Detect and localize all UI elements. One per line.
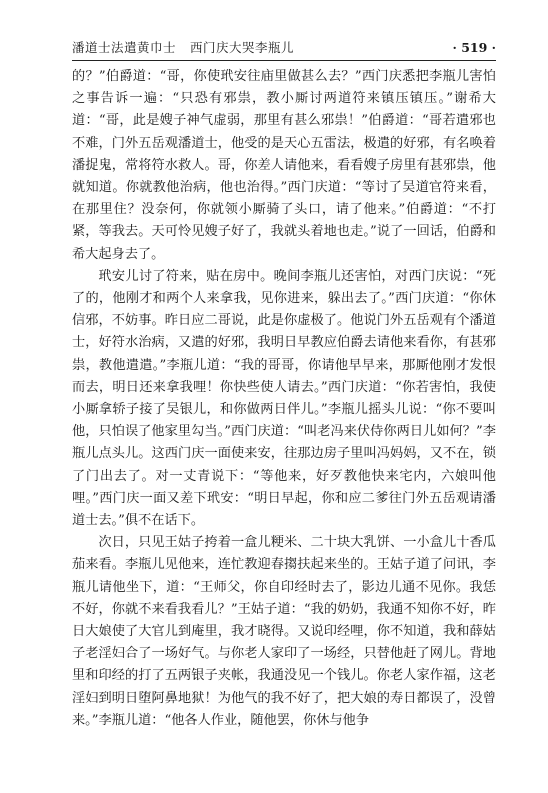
chapter-title: 西门庆大哭李瓶儿 xyxy=(190,40,295,55)
page-number: · 519 · xyxy=(452,40,496,55)
body-text xyxy=(72,66,496,732)
paragraph-2: 玳安儿讨了符来，贴在房中。晚间李瓶儿还害怕，对西门庆说：“死了的，他刚才和两个人来拿我，见你进来，躲出去了。”西门庆道：“你休信邪，不妨事。昨日应二哥说，此是你虚极了。他说门外五岳观有个潘道士，好符水治病，又遣的好邪，我明日早教应伯爵去请他来看你，有甚邪祟，教他遣遣。”李瓶儿道：“我的哥哥，你请他早早来，那厮他刚才发恨而去，明日还来拿我哩！你快些使人请去。”西门庆道：“你若害怕，我使小厮拿轿子接了吴银儿，和你做两日伴儿。”李瓶儿摇头儿说：“你不要叫他，只怕误了他家里勾当。”西门庆道：“叫老冯来伏侍你两日儿如何？”李瓶儿点头儿。这西门庆一面使来安，往那边房子里叫冯妈妈，又不在，锁了门出去了。对一丈青说下：“等他来，好歹教他快来宅内，六娘叫他哩。”西门庆一面又差下玳安：“明日早起，你和应二爹往门外五岳观请潘道士去。”俱不在话下。 xyxy=(72,268,496,529)
paragraph-1: 的？”伯爵道：“哥，你使玳安往庙里做甚么去？”西门庆悉把李瓶儿害怕之事告诉一遍：“只恐有邪祟，教小厮讨两道符来镇压镇压。”谢希大道：“哥，此是嫂子神气虚弱，那里有甚么邪祟！”伯爵道：“哥若遣邪也不难，门外五岳观潘道士，他受的是天心五雷法，极遣的好邪，有名唤着潘捉鬼，常将符水救人。哥，你差人请他来，看看嫂子房里有甚邪祟，他就知道。你就教他治病，他也治得。”西门庆道：“等讨了吴道官符来看，在那里住？没奈何，你就领小厮骑了头口，请了他来。”伯爵道：“不打紧，等我去。天可怜见嫂子好了，我就头着地也走。”说了一回话，伯爵和希大起身去了。 xyxy=(72,69,496,262)
page-header xyxy=(72,34,496,61)
paragraph-3: 次日，只见王姑子挎着一盒儿粳米、二十块大乳饼、一小盒儿十香瓜茄来看。李瓶儿见他来，连忙教迎春搊扶起来坐的。王姑子道了问讯，李瓶儿请他坐下，道：“王师父，你自印经时去了，影边儿通不见你。我恁不好，你就不来看我看儿？”王姑子道：“我的奶奶，我通不知你不好，昨日大娘使了大官儿到庵里，我才晓得。又说印经哩，你不知道，我和薛姑子老淫妇合了一场好气。与你老人家印了一场经，只替他赶了网儿。背地里和印经的打了五两银子夹帐，我通没见一个钱儿。你老人家作福，这老淫妇到明日堕阿鼻地狱！为他气的我不好了，把大娘的寿日都误了，没曾来。”李瓶儿道：“他各人作业，随他罢，你休与他争 xyxy=(72,535,496,728)
running-title: 潘道士法遣黄巾士 xyxy=(72,40,177,55)
